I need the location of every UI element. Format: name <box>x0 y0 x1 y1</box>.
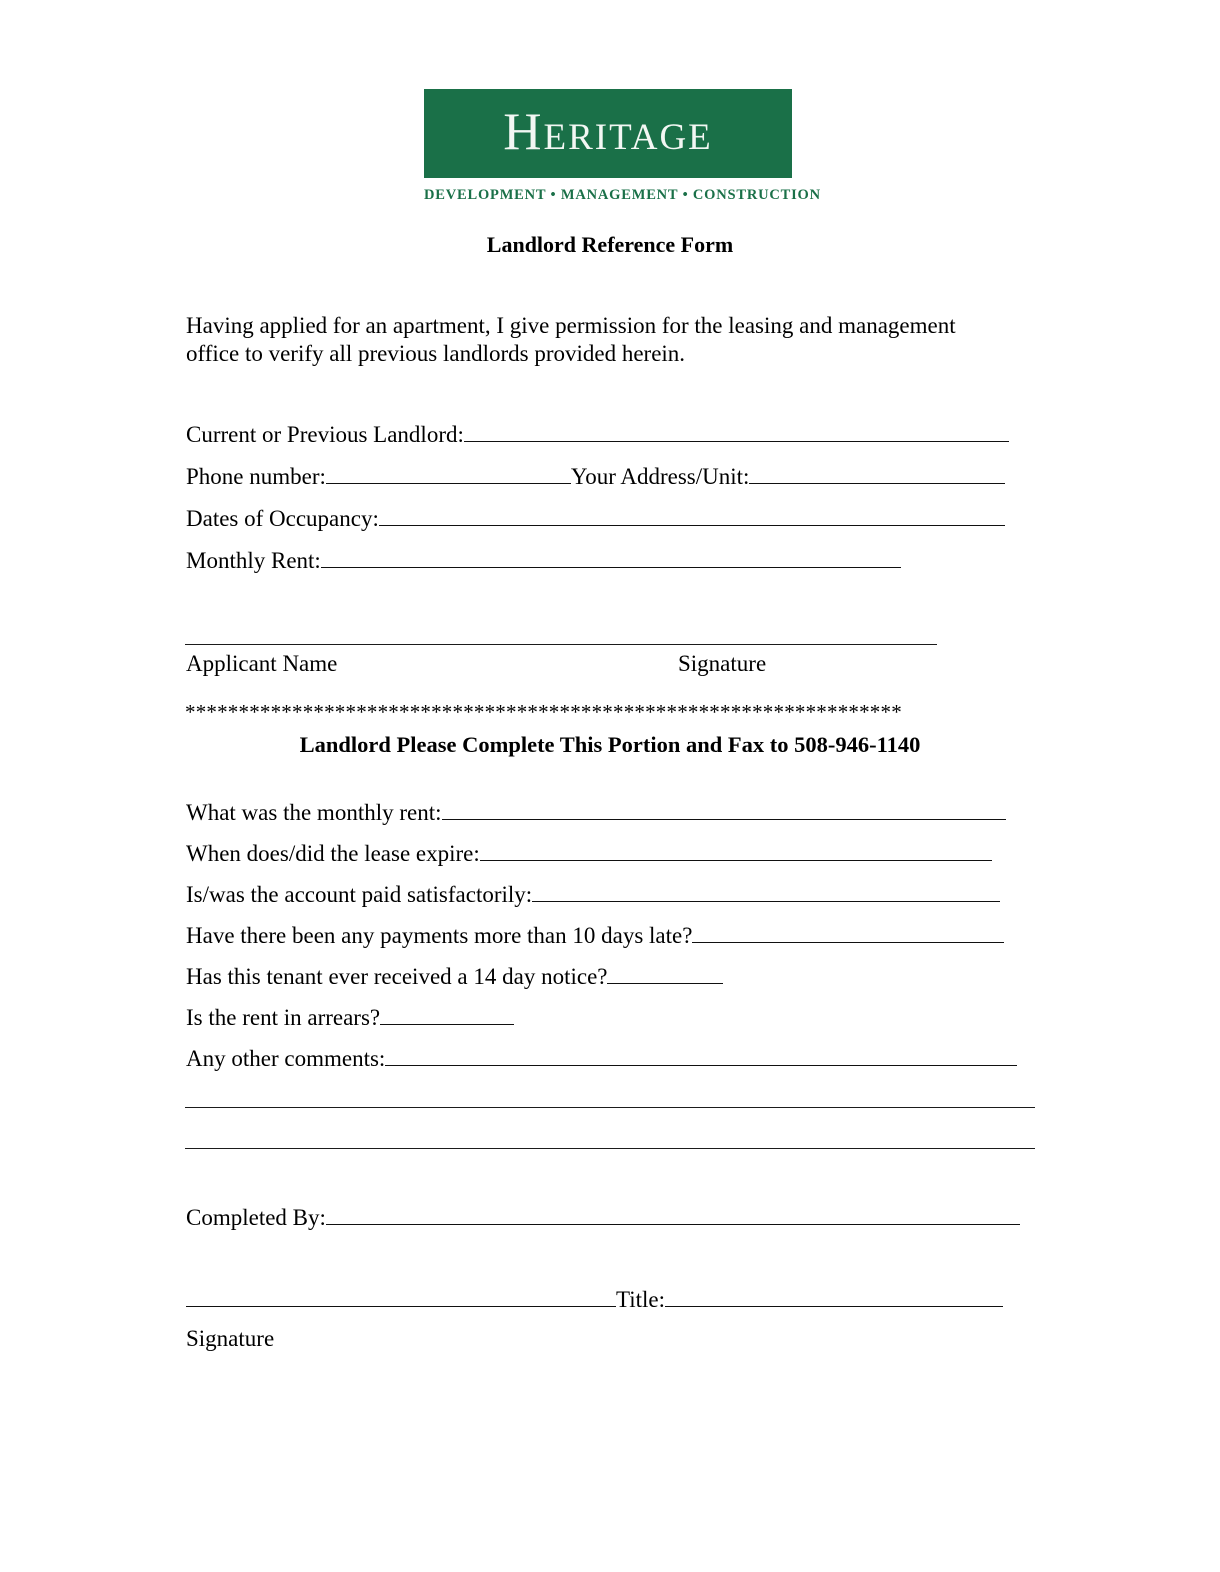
question-label: Has this tenant ever received a 14 day notice? <box>186 964 608 989</box>
question-payments-late <box>186 923 1004 949</box>
field-label: Dates of Occupancy: <box>186 506 379 531</box>
field-label: Current or Previous Landlord: <box>186 422 464 447</box>
arrears-answer-blank[interactable] <box>380 1006 514 1025</box>
monthly-rent-answer-blank[interactable] <box>442 801 1006 820</box>
applicant-signature-label: Signature <box>678 651 767 676</box>
logo-wordmark: Heritage <box>503 102 713 161</box>
question-account-paid-satisfactorily <box>186 882 1000 908</box>
page-title: Landlord Reference Form <box>486 232 734 257</box>
comments-line-2[interactable] <box>185 1148 1035 1149</box>
title-blank[interactable] <box>665 1288 1003 1307</box>
applicant-name-label: Applicant Name <box>186 651 338 676</box>
field-label-phone: Phone number: <box>186 464 326 489</box>
question-other-comments <box>186 1046 1017 1072</box>
completed-by-label: Completed By: <box>186 1205 326 1230</box>
intro-paragraph: Having applied for an apartment, I give permission for the leasing and management office to verify all previous landlords provided herein. <box>186 313 956 366</box>
completed-by-blank[interactable] <box>326 1206 1020 1225</box>
question-label: When does/did the lease expire: <box>186 841 480 866</box>
landlord-signature-label: Signature <box>186 1326 275 1351</box>
question-label: What was the monthly rent: <box>186 800 442 825</box>
field-current-or-previous-landlord <box>186 422 1009 448</box>
field-monthly-rent <box>186 548 901 574</box>
logo-tagline: DEVELOPMENT • MANAGEMENT • CONSTRUCTION <box>424 187 821 203</box>
lease-expire-answer-blank[interactable] <box>480 842 992 861</box>
payments-late-answer-blank[interactable] <box>692 924 1004 943</box>
field-signature-and-title <box>186 1287 1003 1313</box>
question-label: Have there been any payments more than 10 days late? <box>186 923 693 948</box>
question-label: Is the rent in arrears? <box>186 1005 381 1030</box>
question-label: Is/was the account paid satisfactorily: <box>186 882 533 907</box>
landlord-signature-blank[interactable] <box>186 1288 616 1307</box>
company-logo <box>424 89 821 204</box>
landlord-name-blank[interactable] <box>464 423 1009 442</box>
field-label-address-unit: Your Address/Unit: <box>570 464 750 489</box>
comments-line-1[interactable] <box>185 1107 1035 1108</box>
dates-of-occupancy-blank[interactable] <box>379 507 1005 526</box>
notice-answer-blank[interactable] <box>607 965 723 984</box>
field-completed-by <box>186 1205 1020 1231</box>
monthly-rent-blank[interactable] <box>321 549 901 568</box>
applicant-signature-rule[interactable] <box>185 644 937 645</box>
question-label: Any other comments: <box>186 1046 386 1071</box>
account-paid-answer-blank[interactable] <box>532 883 1000 902</box>
address-unit-blank[interactable] <box>749 465 1005 484</box>
field-dates-of-occupancy <box>186 506 1005 532</box>
title-label: Title: <box>616 1287 666 1312</box>
question-rent-in-arrears <box>186 1005 514 1031</box>
question-monthly-rent <box>186 800 1006 826</box>
phone-number-blank[interactable] <box>326 465 571 484</box>
asterisk-divider: ******************************************************************* <box>185 700 902 724</box>
field-phone-and-address <box>186 464 1005 490</box>
other-comments-answer-blank[interactable] <box>385 1047 1017 1066</box>
question-lease-expire <box>186 841 992 867</box>
logo-green-box <box>424 89 792 178</box>
field-label: Monthly Rent: <box>186 548 321 573</box>
question-14-day-notice <box>186 964 723 990</box>
landlord-section-heading: Landlord Please Complete This Portion and Fax to 508-946-1140 <box>299 732 921 757</box>
